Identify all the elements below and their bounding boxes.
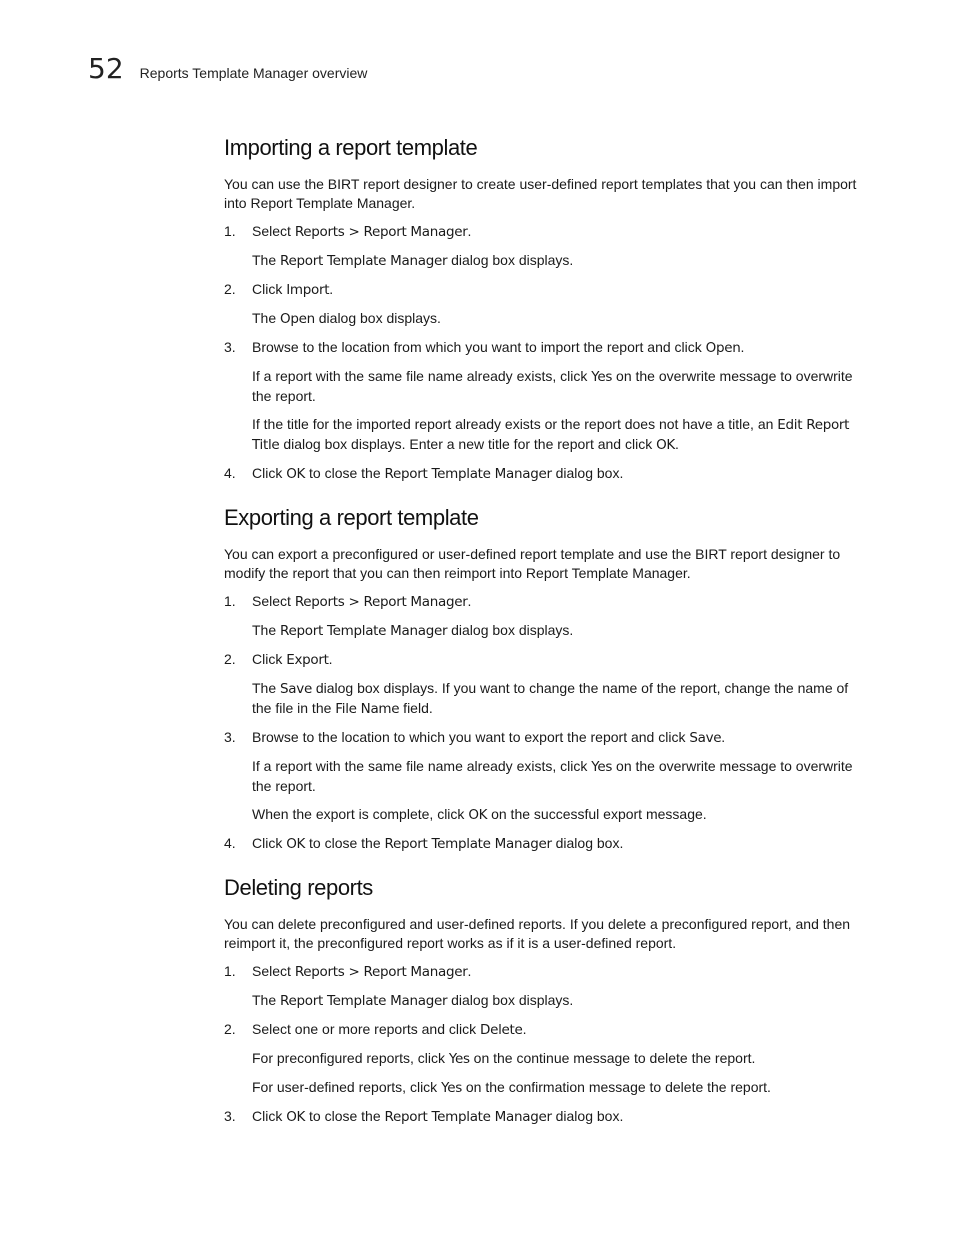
text-run: dialog box. (551, 835, 624, 851)
text-run: on the continue message to delete the report. (469, 1050, 756, 1066)
step-item (224, 1020, 864, 1040)
step-number: 4. (224, 465, 236, 481)
step-number: 2. (224, 1021, 236, 1037)
step-number: 3. (224, 1108, 236, 1124)
step-text (252, 222, 864, 242)
step-note (252, 621, 864, 641)
text-run: Browse to the location from which you want to import the report and click (252, 339, 706, 355)
text-run: . (740, 339, 745, 355)
text-run: . (329, 281, 334, 297)
text-run: . (467, 593, 472, 609)
text-run: Select one or more reports and click (252, 1021, 480, 1037)
step-text (252, 464, 864, 484)
step-note (252, 309, 864, 329)
step-item (224, 338, 864, 358)
ui-term: Report Template Manager (384, 1109, 552, 1125)
step-text (252, 592, 864, 612)
text-run: field. (399, 700, 433, 716)
text-run: . (467, 963, 472, 979)
text-run: dialog box displays. If you want to change the name of the report, change the name of the file in the (252, 680, 849, 716)
text-run: on the overwrite message to overwrite the report. (252, 368, 853, 404)
ui-term: Yes (591, 369, 613, 385)
text-run: on the successful export message. (487, 806, 707, 822)
step-item (224, 592, 864, 612)
text-run: The (252, 310, 281, 326)
step-number: 3. (224, 729, 236, 745)
ui-term: Report Template Manager (280, 253, 448, 269)
text-run: Click (252, 281, 287, 297)
text-run: on the confirmation message to delete the report. (461, 1079, 771, 1095)
text-run: dialog box displays. (314, 310, 441, 326)
step-item (224, 280, 864, 300)
step-number: 4. (224, 835, 236, 851)
step-number: 1. (224, 223, 236, 239)
text-run: Select (252, 593, 295, 609)
ui-term: Open (705, 340, 741, 356)
step-note (252, 251, 864, 271)
text-run: Click (252, 835, 287, 851)
ui-term: Report Template Manager (384, 836, 552, 852)
text-run: Select (252, 963, 295, 979)
text-run: to close the (305, 1108, 385, 1124)
ui-term: Reports > Report Manager (294, 594, 468, 610)
step-note (252, 805, 864, 825)
ui-term: Save (689, 730, 722, 746)
ui-term: File Name (335, 701, 400, 717)
ui-term: Yes (448, 1051, 470, 1067)
step-text (252, 728, 864, 748)
step-note (252, 991, 864, 1011)
step-number: 1. (224, 593, 236, 609)
ui-term: Edit Report Title (252, 417, 850, 453)
ui-term: Delete (480, 1022, 523, 1038)
step-item (224, 650, 864, 670)
text-run: If a report with the same file name already exists, click (252, 368, 592, 384)
text-run: The (252, 622, 281, 638)
ui-term: Open (280, 311, 315, 327)
step-number: 2. (224, 281, 236, 297)
step-note (252, 1078, 864, 1098)
ui-term: OK (286, 836, 306, 852)
text-run: dialog box displays. (447, 622, 574, 638)
text-run: The (252, 680, 281, 696)
section-intro: You can delete preconfigured and user-defined reports. If you delete a preconfigured report, and then reimport it, the preconfigured report works as if it is a user-defined report. (224, 916, 851, 951)
section-2 (224, 874, 864, 1127)
text-run: . (674, 436, 679, 452)
step-number: 1. (224, 963, 236, 979)
text-run: The (252, 252, 281, 268)
text-run: Click (252, 651, 287, 667)
step-text (252, 1020, 864, 1040)
step-text (252, 650, 864, 670)
ui-term: Report Template Manager (280, 623, 448, 639)
section-heading: Importing a report template (224, 135, 478, 160)
step-text (252, 280, 864, 300)
step-note (252, 679, 864, 719)
ui-term: Export (286, 652, 329, 668)
step-text (252, 834, 864, 854)
section-1 (224, 504, 864, 854)
step-text (252, 338, 864, 358)
text-run: on the overwrite message to overwrite the report. (252, 758, 853, 794)
step-note (252, 415, 864, 455)
step-number: 3. (224, 339, 236, 355)
text-run: . (721, 729, 726, 745)
chapter-title: Reports Template Manager overview (139, 65, 368, 81)
section-heading: Deleting reports (224, 875, 373, 900)
ui-term: OK (286, 1109, 306, 1125)
section-intro: You can export a preconfigured or user-defined report template and use the BIRT report designer to modify the report that you can then reimport into Report Template Manager. (224, 546, 841, 581)
text-run: Select (252, 223, 295, 239)
step-item (224, 464, 864, 484)
text-run: dialog box displays. Enter a new title for the report and click (279, 436, 657, 452)
text-run: Browse to the location to which you want to export the report and click (252, 729, 690, 745)
text-run: . (467, 223, 472, 239)
text-run: dialog box. (551, 1108, 624, 1124)
ui-term: OK (656, 437, 675, 453)
step-note (252, 367, 864, 406)
text-run: Click (252, 1108, 287, 1124)
text-run: dialog box. (551, 465, 624, 481)
page-header (88, 52, 367, 92)
text-run: If the title for the imported report already exists or the report does not have a title, an (252, 416, 778, 432)
step-item (224, 728, 864, 748)
text-run: dialog box displays. (447, 992, 574, 1008)
step-note (252, 757, 864, 796)
ui-term: OK (286, 466, 306, 482)
ui-term: Report Template Manager (280, 993, 448, 1009)
step-item (224, 834, 864, 854)
text-run: . (522, 1021, 527, 1037)
text-run: The (252, 992, 281, 1008)
ui-term: Reports > Report Manager (294, 224, 468, 240)
step-text (252, 1107, 864, 1127)
section-heading: Exporting a report template (224, 505, 479, 530)
text-run: For user-defined reports, click (252, 1079, 442, 1095)
ui-term: Yes (441, 1080, 462, 1096)
text-run: For preconfigured reports, click (252, 1050, 449, 1066)
section-intro: You can use the BIRT report designer to create user-defined report templates that you can then import into Report Template Manager. (224, 176, 857, 211)
text-run: Click (252, 465, 287, 481)
step-item (224, 222, 864, 242)
text-run: If a report with the same file name already exists, click (252, 758, 592, 774)
ui-term: Reports > Report Manager (294, 964, 468, 980)
ui-term: Import (286, 282, 330, 298)
ui-term: Yes (591, 759, 613, 775)
ui-term: OK (468, 807, 488, 823)
text-run: dialog box displays. (447, 252, 574, 268)
step-number: 2. (224, 651, 236, 667)
text-run: to close the (305, 465, 385, 481)
text-run: When the export is complete, click (252, 806, 469, 822)
text-run: to close the (305, 835, 385, 851)
step-note (252, 1049, 864, 1069)
step-text (252, 962, 864, 982)
ui-term: Report Template Manager (384, 466, 552, 482)
step-item (224, 1107, 864, 1127)
step-item (224, 962, 864, 982)
document-body (224, 134, 864, 1147)
text-run: . (328, 651, 333, 667)
section-0 (224, 134, 864, 484)
ui-term: Save (280, 681, 312, 697)
chapter-number: 52 (88, 52, 124, 85)
